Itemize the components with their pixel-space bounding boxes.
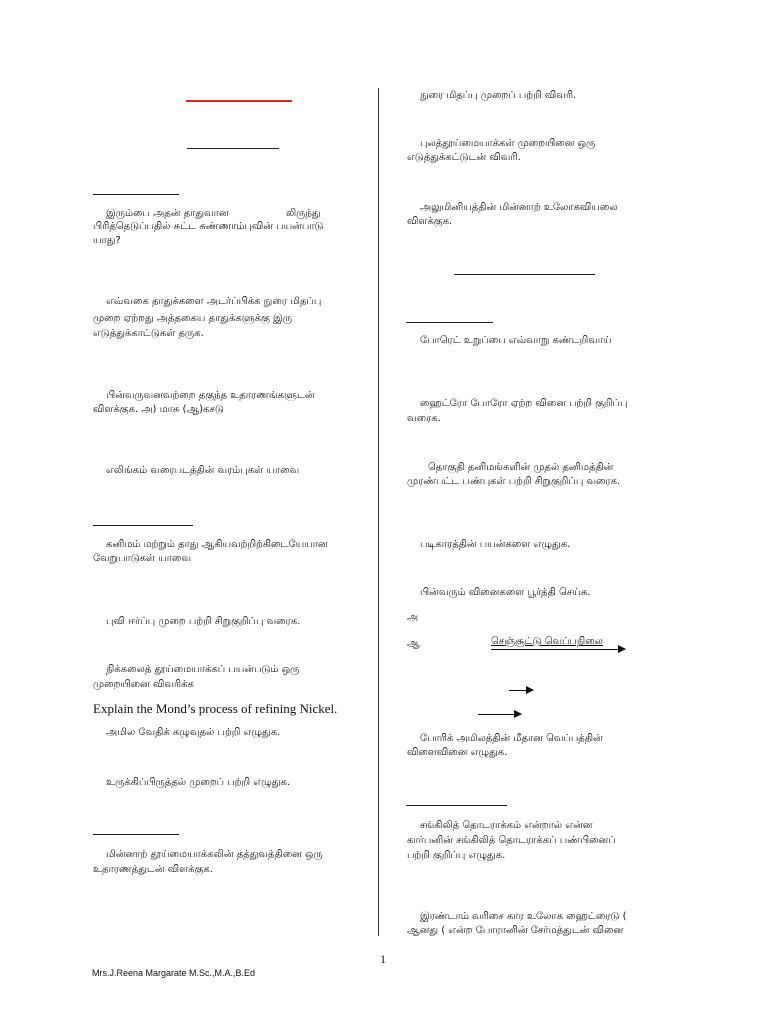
question-complete-reactions: பின்வரும் வினைகளை பூர்த்தி செய்க. xyxy=(420,587,591,598)
question-froth-line2: முறை ஏற்றது அத்தகைய தாதுக்களுக்கு இரு xyxy=(93,313,293,324)
question-electro-line1: மின்னாற் தூய்மையாக்கலின் தத்துவத்தினை ஒரு xyxy=(106,849,323,860)
equation-label-a: அ xyxy=(407,612,419,623)
question-iron-line2: பிரித்தெடுப்பதில் சுட்ட சுண்ணாம்புவின் பயன்பாடு xyxy=(93,221,324,232)
question-mineral-line2: வேறுபாடுகள் யாவை xyxy=(93,553,192,564)
question-explain-line1: பின்வருவனவற்றை தகுந்த உதாரணங்களுடன் xyxy=(106,390,315,401)
question-group-line2: முரண்பட்ட பண்புகள் பற்றி சிறுகுறிப்பு வரைக. xyxy=(407,476,621,487)
subtitle-underline xyxy=(187,148,279,149)
author-footer: Mrs.J.Reena Margarate M.Sc.,M.A.,B.Ed xyxy=(92,968,256,978)
question-froth-describe: நுரை மிதப்பு முறைப் பற்றி விவரி. xyxy=(420,90,577,101)
question-catenation-line1: சங்கிலித் தொடராக்கம் என்றால் என்ன xyxy=(420,820,593,831)
question-acid-wash: அமில வேதிக் கழுவுதல் பற்றி எழுதுக. xyxy=(106,727,281,738)
question-iron-line3: யாது? xyxy=(93,235,121,246)
question-iron-line1: இரும்பை அதன் தாதுவான xyxy=(106,208,229,219)
question-aluminium-line1: அலுமினியத்தின் மின்னாற் உலோகவியலை xyxy=(420,202,618,213)
question-alum-uses: படிகாரத்தின் பயன்களை எழுதுக. xyxy=(420,539,571,550)
question-electro-line2: உதாரணத்துடன் விளக்குக. xyxy=(93,864,213,875)
question-boric-line1: போரிக் அமிலத்தின் மீதான வெப்பத்தின் xyxy=(420,733,603,744)
question-group-line1: தொகுதி தனிமங்களின் முதல் தனிமத்தின் xyxy=(428,462,614,473)
section-rule-1 xyxy=(93,194,179,195)
question-hydride-line1: இரண்டாம் வரிசை கார உலோக ஹைட்ரைடு ( xyxy=(420,911,627,922)
column-divider xyxy=(378,88,379,936)
equation-label-aa: ஆ xyxy=(407,638,420,649)
question-hydroboration-line1: ஹைட்ரோ போரோ ஏற்ற வினை பற்றி குறிப்பு xyxy=(420,398,628,409)
question-liquation: உருக்கிப்பிருத்தல் முறைப் பற்றி எழுதுக. xyxy=(106,777,291,788)
section-rule-right-1 xyxy=(454,274,595,275)
question-mineral-line1: கனிமம் மற்றும் தாது ஆகியவற்றிற்கிடையேயான xyxy=(106,539,328,550)
question-purification-line2: எடுத்துக்கட்டுடன் விவரி. xyxy=(407,152,521,163)
question-nickel-line2: முறையினை விவரிக்க xyxy=(93,679,194,690)
question-ellingham: எலிங்கம் வரைபடத்தின் வரம்புகள் யாவை xyxy=(106,465,300,476)
question-hydroboration-line2: வரைக. xyxy=(407,413,441,424)
section-rule-right-2 xyxy=(406,322,493,323)
question-explain-line2: விளக்குக. அ) மாசு (ஆ)கசடு xyxy=(93,404,224,415)
question-iron-line1b: லிருந்து xyxy=(286,208,321,219)
reaction-arrow-1 xyxy=(491,649,625,650)
reaction-condition-label: செஞ்சூட்டு வெப்பநிலை xyxy=(491,636,603,647)
question-borax: போரெட் உறுப்பை எவ்வாறு கண்டறிவாய் xyxy=(420,335,612,346)
question-catenation-line3: பற்றி குறிப்பு எழுதுக. xyxy=(407,850,506,861)
question-purification-line1: புலத்தூய்மையாக்கள் முறையினை ஒரு xyxy=(420,138,596,149)
page-number: 1 xyxy=(380,952,386,966)
question-catenation-line2: கார்பனின் சங்கிலித் தொடராக்கப் பண்பினைப் xyxy=(407,835,616,846)
question-hydride-line2: ஆனது ( என்ற போரானின் சேர்மத்துடன் வினை xyxy=(407,925,624,936)
section-rule-right-3 xyxy=(406,805,507,806)
section-rule-3 xyxy=(93,834,179,835)
section-rule-2 xyxy=(93,525,193,526)
reaction-arrow-2 xyxy=(509,690,533,691)
question-mond: Explain the Mond’s process of refining Nickel. xyxy=(93,701,338,716)
question-aluminium-line2: விளக்குக. xyxy=(407,216,453,227)
question-boric-line2: விளைவினை எழுதுக. xyxy=(407,747,508,758)
question-froth-line3: எடுத்துக்காட்டுகள் தருக. xyxy=(93,328,204,339)
question-gravity: புவி ஈர்ப்பு முறை பற்றி சிறுகுறிப்பு வரைக. xyxy=(106,616,301,627)
question-froth-line1: எவ்வகை தாதுக்களை அடர்ப்பிக்க நுரை மிதப்பு xyxy=(106,296,322,307)
reaction-arrow-3 xyxy=(478,714,521,715)
question-nickel-line1: நிக்கலைத் தூய்மையாக்கப் பயன்படும் ஒரு xyxy=(106,664,300,675)
title-underline-red xyxy=(186,100,292,102)
